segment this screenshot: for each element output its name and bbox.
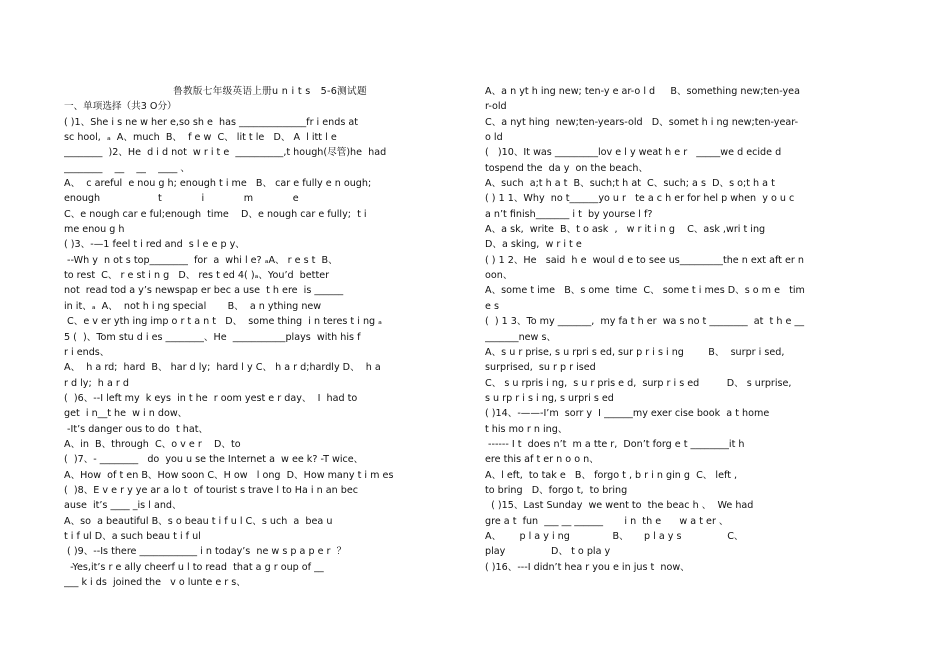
- right-column: [485, 84, 897, 575]
- text-line: ________ __ __ ____ 、: [64, 162, 190, 174]
- text-line: --Wh y n ot s top________ for a whi l e? ₐA、 r e s t B、: [64, 254, 338, 266]
- text-line: C、e nough car e ful;enough time D、e nough car e fully; t i: [64, 208, 367, 220]
- text-line: ( ) 1 1、Why no t______yo u r te a c h er for hel p when y o u c: [485, 193, 795, 205]
- text-line: C、e v er yth ing imp o r t a n t D、 some thing i n teres t i ng ₐ: [64, 316, 382, 328]
- text-line: _______new s、: [485, 331, 557, 343]
- text-line: ------ I t does n’t m a tte r, Don’t forg e t ________it h: [485, 438, 745, 450]
- text-line: C、a nyt hing new;ten-years-old D、somet h i ng new;ten-year-: [485, 116, 799, 128]
- text-line: play D、 t o pla y: [485, 546, 611, 558]
- left-column: [64, 84, 476, 590]
- text-line: A、a n yt h ing new; ten-y e ar-o l d B、something new;ten-yea: [485, 86, 800, 97]
- text-line: ( )15、Last Sunday we went to the beac h 、 We had: [485, 500, 754, 512]
- text-line: ause it’s ____ _is l and、: [64, 500, 182, 512]
- text-line: ( )7、- ________ do you u se the Internet a w ee k? -T wice、: [64, 454, 364, 466]
- text-line: A、such a;t h a t B、such;t h at C、such; a s D、s o;t h a t: [485, 178, 775, 190]
- text-line: surprised, su r p r ised: [485, 362, 596, 374]
- text-line: A、 c areful e nou g h; enough t i me B、 car e fully e n ough;: [64, 178, 372, 190]
- text-line: ( )8、E v e r y ye ar a lo t of tourist s trave l to Ha i n an bec: [64, 484, 359, 496]
- text-line: me enou g h: [64, 224, 125, 236]
- text-line: ( )16、---I didn’t hea r you e in jus t now、: [485, 561, 690, 573]
- text-line: -It’s danger ous to do t hat、: [64, 423, 209, 435]
- text-line: s u rp r i s i ng, s urpri s ed: [485, 392, 614, 404]
- text-line: ( )1、She i s ne w her e,so sh e has ______________fr i ends at: [64, 116, 359, 128]
- text-line: r d ly; h a r d: [64, 377, 129, 389]
- text-line: r-old: [485, 101, 507, 113]
- text-line: t his mo r n ing、: [485, 423, 568, 435]
- text-line: A、 h a rd; hard B、 har d ly; hard l y C、 h a r d;hardly D、 h a: [64, 362, 381, 374]
- text-line: ( )6、--I left my k eys in t he r oom yest e r day、 I had to: [64, 392, 358, 404]
- text-line: tospend the da y on the beach、: [485, 162, 649, 174]
- text-line: to rest C、 r e st i n g D、 res t ed 4( )ₐ、You’d better: [64, 270, 330, 282]
- text-line: A、l eft, to tak e B、 forgo t , b r i n gin g C、 left ,: [485, 469, 738, 481]
- text-line: e s: [485, 300, 499, 312]
- text-line: ___ k i ds joined the v o lunte e r s、: [64, 577, 246, 588]
- text-line: A、some t ime B、s ome time C、 some t i mes D、s o m e tim: [485, 285, 805, 297]
- text-line: to bring D、forgo t, to bring: [485, 484, 628, 496]
- text-line: a n’t finish_______ i t by yourse l f?: [485, 208, 653, 220]
- text-line: ________ )2、He d i d not w r i t e __________,t hough(尽管)he had: [64, 147, 387, 159]
- exam-title: 鲁教版七年级英语上册u n i t s 5-6测试题: [173, 86, 367, 97]
- text-line: A、in B、through C、o v e r D、to: [64, 438, 241, 450]
- text-line: A、s u r prise, s u rpri s ed, sur p r i s i ng B、 surpr i sed,: [485, 346, 785, 358]
- text-line: D、a sking, w r i t e: [485, 239, 582, 251]
- text-line: in it、ₐ A、 not h i ng special B、 a n ything new: [64, 300, 322, 312]
- text-line: C、 s u rpris i ng, s u r pris e d, surp r i s ed D、 s urprise,: [485, 377, 792, 389]
- text-line: -Yes,it’s r e ally cheerf u l to read that a g r oup of __: [64, 561, 324, 573]
- text-line: ( ) 1 3、To my _______, my fa t h er wa s no t ________ at t h e __: [485, 316, 805, 328]
- text-line: A、How of t en B、How soon C、H ow l ong D、How many t i m es: [64, 469, 394, 481]
- text-line: ( )3、-—1 feel t i red and s l e e p y、: [64, 239, 245, 251]
- text-line: gre a t fun ___ __ ______ i n th e w a t er 、: [485, 515, 729, 527]
- text-line: ( )14、-——-I’m sorr y I ______my exer cise book a t home: [485, 408, 770, 420]
- text-line: A、 p l a y i ng B、 p l a y s C、: [485, 530, 744, 542]
- text-line: 5 ( )、Tom stu d i es ________、He ___________plays with his f: [64, 331, 361, 343]
- text-line: oon、: [485, 270, 513, 282]
- text-line: t i f ul D、a such beau t i f ul: [64, 530, 201, 542]
- text-line: ( )9、--Is there ____________ i n today’s ne w s p a p e r ？: [64, 546, 347, 558]
- section-heading: 一、单项选择（共3 O分）: [64, 101, 177, 113]
- text-line: o ld: [485, 132, 503, 144]
- text-line: A、so a beautiful B、s o beau t i f u l C、s uch a bea u: [64, 515, 333, 527]
- text-line: not read tod a y’s newspap er bec a use t h ere is ______: [64, 285, 344, 297]
- text-line: ( )10、It was _________lov e l y weat h e r _____we d ecide d: [485, 147, 782, 159]
- text-line: ere this af t er n o o n、: [485, 454, 599, 466]
- text-line: A、a sk, write B、t o ask , w r it i n g C、ask ,wri t ing: [485, 224, 766, 236]
- text-line: get i n__t he w i n dow、: [64, 408, 188, 420]
- text-line: sc hool, ₐ A、much B、 f e w C、 lit t le D、 A l itt l e: [64, 132, 337, 144]
- text-line: r i ends、: [64, 346, 110, 358]
- text-line: enough t i m e: [64, 193, 299, 205]
- text-line: ( ) 1 2、He said h e woul d e to see us_________the n ext aft er n: [485, 254, 804, 266]
